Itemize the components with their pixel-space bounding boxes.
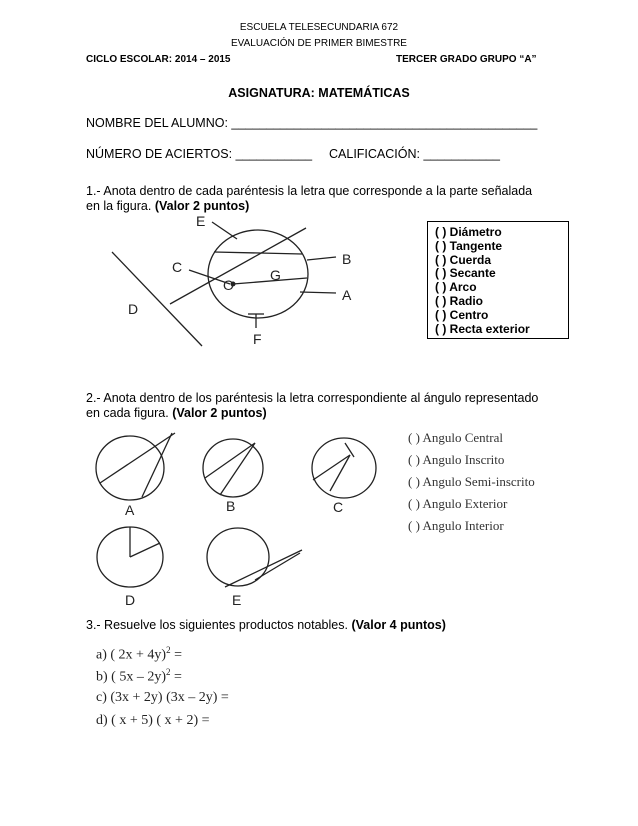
label-B: B — [342, 251, 352, 267]
angle-option-exterior: ( ) Angulo Exterior — [408, 496, 508, 511]
fig-label-A: A — [125, 502, 135, 518]
product-b — [96, 667, 182, 686]
line-E2 — [255, 553, 300, 580]
option-secante: ( ) Secante — [435, 266, 496, 281]
product-a — [96, 645, 182, 664]
product-a-exp: 2 — [166, 645, 171, 655]
label-E: E — [196, 213, 206, 229]
product-d: d) ( x + 5) ( x + 2) = — [96, 713, 210, 728]
label-F: F — [253, 331, 262, 347]
q2-value: (Valor 2 puntos) — [172, 406, 267, 420]
angles-figure — [90, 425, 400, 610]
product-a-tail: = — [170, 647, 183, 663]
option-cuerda: ( ) Cuerda — [435, 252, 492, 267]
q3-value: (Valor 4 puntos) — [351, 618, 446, 632]
circle-A — [96, 436, 164, 500]
option-diametro: ( ) Diámetro — [435, 225, 502, 239]
label-C: C — [172, 259, 183, 275]
angle-option-interior: ( ) Angulo Interior — [408, 518, 504, 533]
arrow-A — [300, 292, 336, 293]
exterior-line — [112, 252, 202, 346]
evaluation-title: EVALUACIÓN DE PRIMER BIMESTRE — [231, 38, 407, 49]
student-name-field: NOMBRE DEL ALUMNO: ____________________________________________ — [86, 116, 538, 130]
school-cycle: CICLO ESCOLAR: 2014 – 2015 — [86, 54, 231, 65]
q3-text — [86, 618, 446, 632]
label-G: G — [270, 267, 281, 283]
product-a-base: a) ( 2x + 4y) — [96, 647, 167, 663]
circle-parts-figure — [90, 212, 420, 347]
angle-option-semi-inscrito: ( ) Angulo Semi-inscrito — [408, 474, 535, 489]
q1-text-line2 — [86, 199, 249, 213]
angle-option-central: ( ) Angulo Central — [408, 430, 503, 445]
grade-group: TERCER GRADO GRUPO “A” — [396, 54, 537, 65]
line-C1 — [313, 455, 350, 480]
fig-label-E: E — [232, 592, 242, 608]
q3-text-content: 3.- Resuelve los siguientes productos notables. — [86, 618, 348, 632]
q1-text-line1: 1.- Anota dentro de cada paréntesis la letra que corresponde a la parte señalada — [86, 184, 533, 198]
subject-title: ASIGNATURA: MATEMÁTICAS — [228, 86, 410, 100]
product-b-exp: 2 — [166, 667, 171, 677]
circle-C — [312, 438, 376, 498]
label-D: D — [128, 301, 139, 317]
q2-text-line2-content: en cada figura. — [86, 406, 169, 420]
fig-label-D: D — [125, 592, 136, 608]
q2-text-line2 — [86, 406, 267, 420]
line-B2 — [220, 443, 255, 495]
q1-value: (Valor 2 puntos) — [154, 199, 250, 213]
option-radio: ( ) Radio — [435, 293, 483, 308]
option-recta-exterior: ( ) Recta exterior — [435, 321, 530, 336]
grade-field: CALIFICACIÓN: ___________ — [329, 147, 500, 161]
label-O: O — [223, 277, 234, 293]
line-C2 — [330, 455, 350, 491]
radius-D2 — [130, 543, 160, 557]
fig-label-C: C — [333, 499, 344, 515]
angle-option-inscrito: ( ) Angulo Inscrito — [408, 452, 505, 467]
line-E1 — [225, 550, 302, 587]
product-b-base: b) ( 5x – 2y) — [96, 669, 166, 685]
q1-options-box — [427, 221, 569, 339]
fig-label-B: B — [226, 498, 236, 514]
q2-text-line1: 2.- Anota dentro de los paréntesis la letra correspondiente al ángulo representado — [86, 391, 539, 405]
option-centro: ( ) Centro — [435, 307, 489, 322]
option-tangente: ( ) Tangente — [435, 238, 503, 253]
option-arco: ( ) Arco — [435, 280, 477, 295]
line-B1 — [205, 443, 255, 478]
q1-text-line2-content: en la figura. — [86, 199, 152, 213]
arrow-B — [307, 257, 336, 260]
hits-field: NÚMERO DE ACIERTOS: ___________ — [86, 147, 313, 161]
product-b-tail: = — [170, 669, 182, 685]
secant-line — [170, 228, 306, 304]
school-name: ESCUELA TELESECUNDARIA 672 — [239, 22, 399, 33]
product-c: c) (3x + 2y) (3x – 2y) = — [96, 690, 229, 705]
circle-B — [203, 439, 263, 497]
label-A: A — [342, 287, 352, 303]
arrow-E — [212, 222, 237, 239]
chord-line — [214, 252, 302, 254]
